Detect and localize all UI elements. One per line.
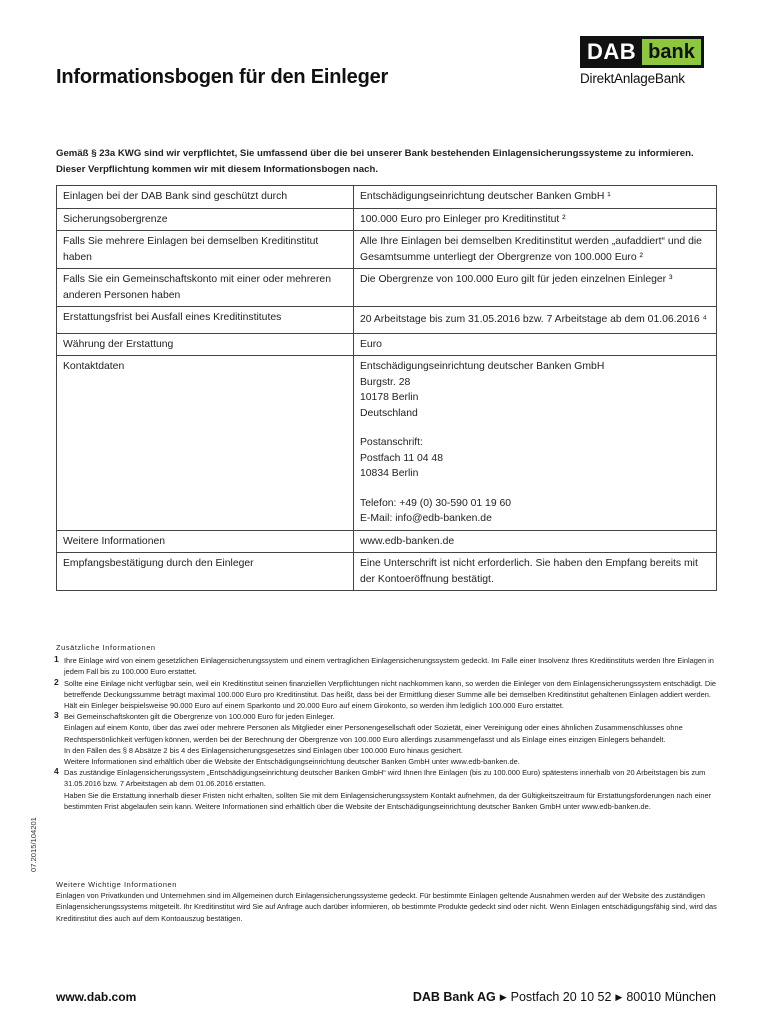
row-label: Einlagen bei der DAB Bank sind geschützt durch <box>57 186 354 209</box>
page-title: Informationsbogen für den Einleger <box>56 66 389 88</box>
row-label: Falls Sie ein Gemeinschaftskonto mit einer oder mehreren anderen Personen haben <box>57 269 354 307</box>
postal-postfach: Postfach 11 04 48 <box>360 452 443 464</box>
notes-heading: Zusätzliche Informationen <box>56 643 156 652</box>
footnote-extra: Weitere Informationen sind erhältlich über die Website der Entschädigungseinrichtung deutscher Banken GmbH unter www.edb-banken.de. <box>64 757 520 767</box>
further-info-heading: Weitere Wichtige Informationen <box>56 880 177 889</box>
triangle-right-icon: ▶ <box>615 992 623 1002</box>
row-label: Falls Sie mehrere Einlagen bei demselben Kreditinstitut haben <box>57 231 354 269</box>
row-label: Sicherungsobergrenze <box>57 208 354 231</box>
footnote-text: Bei Gemeinschaftskonten gilt die Obergrenze von 100.000 Euro für jeden Einleger. <box>64 712 335 722</box>
contact-city: 10178 Berlin <box>360 392 419 403</box>
row-value: Eine Unterschrift ist nicht erforderlich. Sie haben den Empfang bereits mit der Kontoeröffnung bestätigt. <box>354 553 717 591</box>
table-row <box>57 269 717 307</box>
contact-street: Burgstr. 28 <box>360 376 411 388</box>
table-row <box>57 307 717 334</box>
logo-bank-text: bank <box>642 39 701 65</box>
intro-paragraph: Gemäß § 23a KWG sind wir verpflichtet, Sie umfassend über die bei unserer Bank bestehenden Einlagensicherungssysteme zu informieren. Dieser Verpflichtung kommen wir mit diesem Informationsbogen nach. <box>56 148 694 175</box>
website-link[interactable]: www.edb-banken.de <box>354 530 717 553</box>
contact-label: Kontaktdaten <box>57 356 354 531</box>
footnote-text: Das zuständige Einlagensicherungssystem „Entschädigungseinrichtung deutscher Banken GmbH“ wird Ihnen Ihre Einlagen (bis zu 100.000 Euro) spätestens innerhalb von 20 Arbeitstagen bis zum 31.05.2016 bzw. 7 Arbeitstagen ab dem 01.06.2016 erstatten. <box>64 768 706 789</box>
footnote-number: 3 <box>54 710 59 721</box>
document-code: 07.2015/104201 <box>29 817 38 872</box>
table-row <box>57 530 717 553</box>
row-label: Erstattungsfrist bei Ausfall eines Kreditinstitutes <box>57 307 354 334</box>
row-value: 100.000 Euro pro Einleger pro Kreditinstitut ² <box>354 208 717 231</box>
footnote-number: 1 <box>54 654 59 665</box>
footnote-extra: Einlagen auf einem Konto, über das zwei oder mehrere Personen als Mitglieder einer Personengesellschaft oder Sozietät, einer Vereinigung oder eines ähnlichen Zusammenschlusses ohne Rechtspersönlichkeit verfügen können, werden bei der Berechnung der Obergrenze von 100.000 Euro allerdings zusammengefasst und als Einlage eines einzigen Einlegers behandelt. <box>64 723 683 744</box>
logo-box <box>580 36 704 68</box>
row-value: 20 Arbeitstage bis zum 31.05.2016 bzw. 7 Arbeitstage ab dem 01.06.2016 ⁴ <box>354 307 717 334</box>
contact-value <box>354 356 717 531</box>
footnote-4 <box>56 767 718 812</box>
footnote-3 <box>56 711 718 767</box>
footnote-number: 4 <box>54 766 59 777</box>
row-label: Empfangsbestätigung durch den Einleger <box>57 553 354 591</box>
dab-bank-logo <box>580 36 714 92</box>
footnote-extra: Haben Sie die Erstattung innerhalb dieser Fristen nicht erhalten, sollten Sie mit dem Einlagensicherungssystem Kontakt aufnehmen, da der Gültigkeitszeitraum für Erstattungsforderungen nach einer bestimmten Frist abgelaufen sein kann. Weitere Informationen sind erhältlich über die Website der Entschädigungseinrichtung deutscher Banken GmbH unter www.edb-banken.de. <box>64 790 712 811</box>
contact-country: Deutschland <box>360 407 418 419</box>
footnote-2 <box>56 678 718 712</box>
triangle-right-icon: ▶ <box>499 992 507 1002</box>
row-value: Alle Ihre Einlagen bei demselben Kreditinstitut werden „aufaddiert“ und die Gesamtsumme unterliegt der Obergrenze von 100.000 Euro ² <box>354 231 717 269</box>
footer-postfach: Postfach 20 10 52 <box>510 990 612 1004</box>
info-table <box>56 185 717 591</box>
footer-website[interactable]: www.dab.com <box>56 990 137 1004</box>
table-row-contact <box>57 356 717 531</box>
row-value: Euro <box>354 333 717 356</box>
further-info-text: Einlagen von Privatkunden und Unternehmen sind im Allgemeinen durch Einlagensicherungssysteme gedeckt. Für bestimmte Einlagen geltende Ausnahmen werden auf der Website des zuständigen Einlagensicherungssystems mitgeteilt. Ihr Kreditinstitut wird Sie auf Anfrage auch darüber informieren, ob bestimmte Produkte gedeckt sind oder nicht. Wenn Einlagen entschädigungsfähig sind, wird das Kreditinstitut dies auch auf dem Kontoauszug bestätigen. <box>56 891 717 923</box>
further-info <box>56 879 718 924</box>
postal-label: Postanschrift: <box>360 437 423 448</box>
footnote-number: 2 <box>54 676 59 687</box>
contact-phone: Telefon: +49 (0) 30-590 01 19 60 <box>360 497 512 509</box>
contact-email: E-Mail: info@edb-banken.de <box>360 513 492 524</box>
footnote-1 <box>56 655 718 677</box>
row-value: Entschädigungseinrichtung deutscher Banken GmbH ¹ <box>354 186 717 209</box>
footer-city: 80010 München <box>626 990 716 1004</box>
table-row <box>57 186 717 209</box>
postal-city: 10834 Berlin <box>360 468 419 479</box>
logo-dab-text: DAB <box>580 36 642 68</box>
footnote-extra: In den Fällen des § 8 Absätze 2 bis 4 des Einlagensicherungsgesetzes sind Einlagen über 100.000 Euro hinaus gesichert. <box>64 745 463 755</box>
row-label: Weitere Informationen <box>57 530 354 553</box>
logo-subtitle: DirektAnlageBank <box>580 71 685 86</box>
table-row <box>57 553 717 591</box>
table-row <box>57 333 717 356</box>
footnote-text: Sollte eine Einlage nicht verfügbar sein, weil ein Kreditinstitut seinen finanziellen Verpflichtungen nicht nachkommen kann, so werden die Einleger von dem Einlagensicherungssystem entschädigt. Die betreffende Deckungssumme beträgt maximal 100.000 Euro pro Kreditinstitut. Das heißt, dass bei der Ermittlung dieser Summe alle bei demselben Kreditinstitut gehaltenen Einlagen addiert werden. Hält ein Einleger beispielsweise 90.000 Euro auf einem Sparkonto und 20.000 Euro auf einem Girokonto, so werden ihm lediglich 100.000 Euro erstattet. <box>64 678 716 711</box>
additional-info <box>56 642 718 812</box>
row-label: Währung der Erstattung <box>57 333 354 356</box>
contact-name: Entschädigungseinrichtung deutscher Banken GmbH <box>360 361 605 372</box>
footer-company: DAB Bank AG <box>412 990 496 1004</box>
row-value: Die Obergrenze von 100.000 Euro gilt für jeden einzelnen Einleger ³ <box>354 269 717 307</box>
table-row <box>57 208 717 231</box>
footer-address <box>413 990 716 1004</box>
footnote-text: Ihre Einlage wird von einem gesetzlichen Einlagensicherungssystem und einem vertraglichen Einlagensicherungssystem gedeckt. Im Falle einer Insolvenz Ihres Kreditinstituts werden Ihre Einlagen in jedem Fall bis zu 100.000 Euro erstattet. <box>64 656 714 677</box>
table-row <box>57 231 717 269</box>
